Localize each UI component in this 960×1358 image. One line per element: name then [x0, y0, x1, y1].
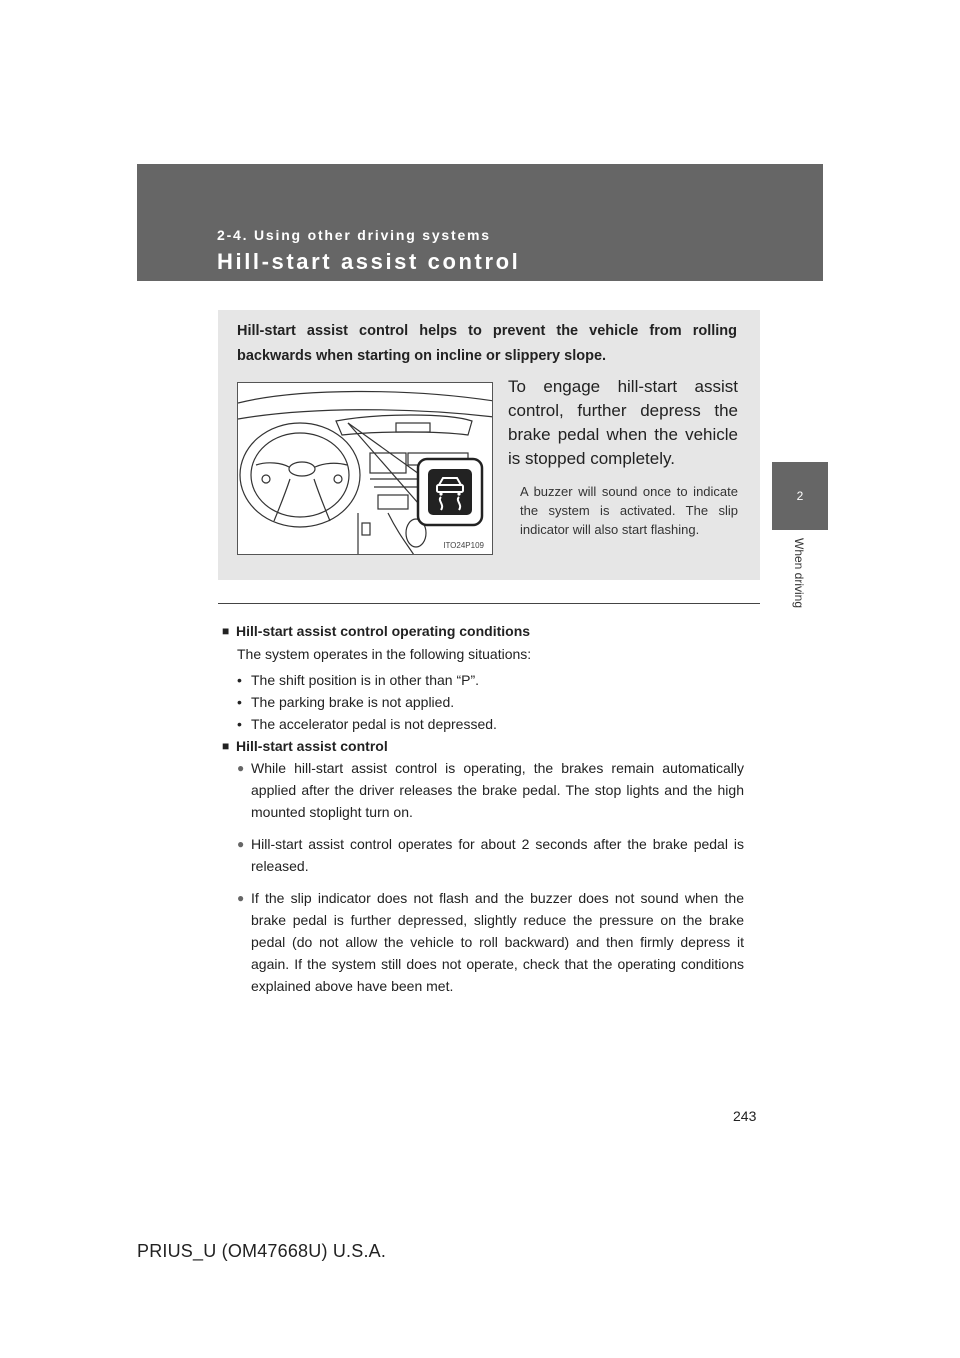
circle-bullet-icon: ● [237, 837, 245, 851]
square-bullet-icon: ■ [222, 624, 230, 638]
conditions-list [222, 669, 744, 735]
body-content [222, 620, 744, 997]
conditions-intro: The system operates in the following situations: [237, 646, 532, 662]
circle-bullet-icon: ● [237, 891, 245, 905]
divider [218, 603, 760, 604]
chapter-tab: 2 [772, 462, 828, 530]
note-text: A buzzer will sound once to indicate the system is activated. The slip indicator will also start flashing. [520, 484, 738, 537]
list-item: • The parking brake is not applied. [237, 694, 455, 710]
intro-box [218, 310, 760, 580]
page-number: 243 [733, 1108, 757, 1124]
footer-model: PRIUS_U (OM47668U) U.S.A. [137, 1241, 387, 1261]
circle-bullet-icon: ● [237, 761, 245, 775]
square-bullet-icon: ■ [222, 739, 230, 753]
intro-text: Hill-start assist control helps to prevent the vehicle from rolling backwards when starting on incline or slippery slope. [237, 323, 737, 364]
dashboard-illustration [237, 382, 493, 555]
list-item: ● While hill-start assist control is operating, the brakes remain automatically applied after the driver releases the brake pedal. The stop lights and the high mounted stoplight turn on. [222, 757, 744, 823]
conditions-heading-text: Hill-start assist control operating conditions [236, 623, 531, 639]
header-bar [137, 164, 823, 281]
figure-code: ITO24P109 [443, 541, 484, 550]
page-title: Hill-start assist control [217, 249, 521, 274]
control-heading [222, 735, 744, 757]
chapter-label: When driving [792, 538, 806, 609]
control-heading-text: Hill-start assist control [236, 738, 388, 754]
dashboard-drawing [238, 383, 493, 555]
conditions-heading [222, 620, 744, 642]
list-item: ● Hill-start assist control operates for about 2 seconds after the brake pedal is released. [222, 833, 744, 877]
list-item: • The shift position is in other than “P”. [237, 672, 479, 688]
section-label: 2-4. Using other driving systems [217, 227, 491, 243]
list-item: ● If the slip indicator does not flash and the buzzer does not sound when the brake pedal is further depressed, slightly reduce the pressure on the brake pedal (do not allow the vehicle to roll backward) and then firmly depress it again. If the system still does not operate, check that the operating conditions explained above have been met. [222, 887, 744, 997]
instruction-text: To engage hill-start assist control, further depress the brake pedal when the vehicle is stopped completely. [508, 377, 738, 468]
list-item: • The accelerator pedal is not depressed. [237, 716, 497, 732]
